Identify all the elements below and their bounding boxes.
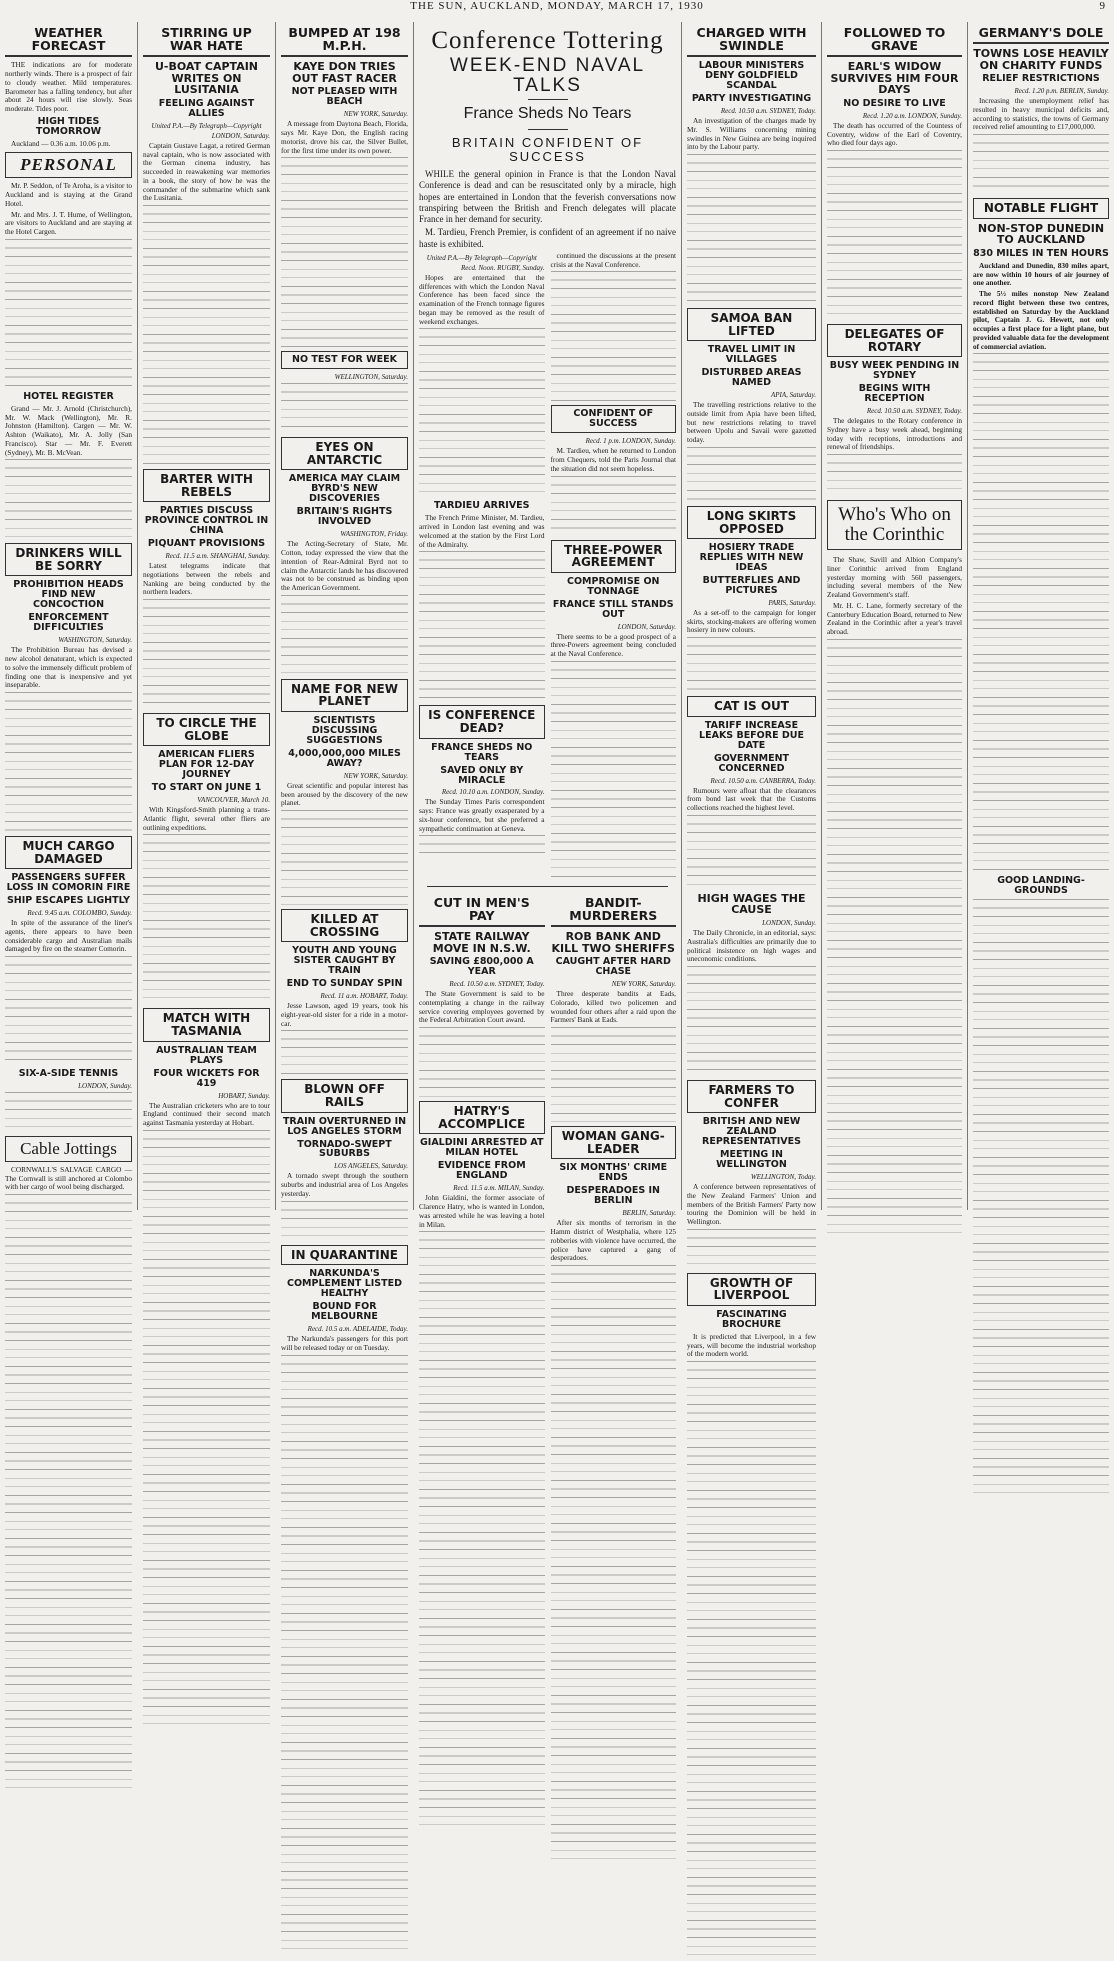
text-lines (5, 692, 132, 832)
uboat-subhead: U-BOAT CAPTAIN WRITES ON LUSITANIA (154, 60, 259, 97)
article-text: The Daily Chronicle, in an editorial, says: Australia's difficulties are primarily due to political insistence on high wages and uneconomic conditions. (687, 928, 816, 964)
globe-subhead: TO START ON JUNE 1 (151, 782, 262, 794)
dateline: Recd. Noon. RUGBY, Sunday. (460, 263, 545, 272)
cat-headline: CAT IS OUT (687, 696, 816, 717)
dateline: NEW YORK, Saturday. (343, 771, 408, 780)
article-text: Auckland and Dunedin, 830 miles apart, are now within 10 hours of air journey of one another. (973, 260, 1109, 288)
dole-subhead: TOWNS LOSE HEAVILY ON CHARITY FUNDS (973, 47, 1109, 72)
antarctic-subhead: AMERICA MAY CLAIM BYRD'S NEW DISCOVERIES (288, 473, 401, 505)
text-lines (419, 328, 545, 498)
swindle-subhead: PARTY INVESTIGATING (691, 93, 812, 105)
article-text: It is predicted that Liverpool, in a few years, will become the industrial workshop of the modern world. (687, 1331, 816, 1359)
text-lines (551, 476, 677, 536)
article-text: An investigation of the charges made by Mr. S. Williams concerning mining swindles in New Guinea are being inquired into by the Labour party. (687, 116, 816, 152)
tides-headline: HIGH TIDES TOMORROW (35, 115, 102, 137)
personal-item: Mr. P. Seddon, of Te Aroha, is a visitor to Auckland and is staying at the Grand Hotel. (5, 181, 132, 208)
flight-subhead: 830 MILES IN TEN HOURS (973, 247, 1109, 259)
text-lines (551, 271, 677, 401)
cut-subhead: STATE RAILWAY MOVE IN N.S.W. (432, 930, 531, 955)
landing-subhead: GOOD LANDING-GROUNDS (997, 875, 1085, 897)
skirts-subhead: BUTTERFLIES AND PICTURES (702, 575, 801, 596)
blown-subhead: TORNADO-SWEPT SUBURBS (297, 1138, 392, 1160)
text-lines (687, 815, 816, 890)
gang-headline: WOMAN GANG-LEADER (551, 1126, 677, 1159)
conference-subhead: BRITAIN CONFIDENT OF SUCCESS (451, 134, 644, 164)
article-text: The Shaw, Savill and Albion Company's liner Corinthic arrived from England yesterday morning with 560 passengers, including several members of the New Zealand Government's staff. (827, 555, 962, 600)
hotel-headline: HOTEL REGISTER (23, 390, 114, 402)
article-text: The 5½ miles nonstop New Zealand record flight between these two centres, established on Saturday by the Auckland pilot, Captain J. G. Hewett, not only occupies a first place for a light plane, but provided valuable data for the development of commercial aviation. (973, 289, 1109, 351)
lower-right-column (551, 892, 677, 1865)
bandit-subhead: ROB BANK AND KILL TWO SHERIFFS (551, 930, 675, 955)
text-lines (5, 459, 132, 539)
conference-subhead: WEEK-END NAVAL TALKS (449, 55, 646, 97)
dateline: Recd. 10.5 a.m. ADELAIDE, Today. (307, 1325, 408, 1334)
article-text: After six months of terrorism in the Hamm district of Westphalia, where 125 robberies with violence have occurred, the police have captured a gang of desperadoes. (550, 1218, 676, 1263)
barter-subhead: PIQUANT PROVISIONS (147, 538, 266, 550)
antarctic-headline: EYES ON ANTARCTIC (281, 437, 408, 470)
antarctic-subhead: BRITAIN'S RIGHTS INVOLVED (296, 506, 393, 528)
dateline: Recd. 9.45 a.m. COLOMBO, Sunday. (27, 909, 132, 918)
divider (528, 129, 568, 130)
conference-subhead: France Sheds No Tears (463, 105, 632, 123)
quarantine-headline: IN QUARANTINE (281, 1245, 408, 1266)
dateline: Recd. 11.5 a.m. SHANGHAI, Sunday. (165, 552, 270, 561)
bumped-headline: BUMPED AT 198 M.P.H. (281, 24, 408, 57)
article-text: The French Prime Minister, M. Tardieu, arrived in London last evening and was welcomed at the station by the First Lord of the Admiralty. (419, 513, 545, 549)
dateline: LONDON, Saturday. (617, 622, 676, 631)
flight-subhead: NON-STOP DUNEDIN TO AUCKLAND (977, 221, 1105, 247)
dateline: Recd. 11 a.m. HOBART, Today. (320, 992, 408, 1001)
text-lines (827, 454, 962, 494)
planet-subhead: 4,000,000,000 MILES AWAY? (288, 747, 401, 769)
text-lines (419, 1027, 545, 1097)
text-lines (687, 637, 816, 692)
text-lines (973, 134, 1109, 194)
text-lines (973, 353, 1109, 873)
bumped-subhead: NOT PLEASED WITH BEACH (291, 86, 398, 108)
cargo-headline: MUCH CARGO DAMAGED (5, 836, 132, 869)
cargo-subhead: PASSENGERS SUFFER LOSS IN COMORIN FIRE (6, 872, 131, 894)
dateline: Recd. 1 p.m. LONDON, Sunday. (585, 437, 676, 446)
dateline: LONDON, Sunday. (78, 1082, 132, 1091)
article-text: The Australian cricketers who are to tour England continued their second match against Tasmania yesterday at Hobart. (143, 1100, 270, 1128)
column-2 (138, 22, 276, 1210)
barter-headline: BARTER WITH REBELS (143, 469, 270, 502)
liverpool-headline: GROWTH OF LIVERPOOL (687, 1273, 816, 1306)
text-lines (5, 956, 132, 1066)
quarantine-subhead: NARKUNDA'S COMPLEMENT LISTED HEALTHY (287, 1268, 402, 1300)
power-headline: THREE-POWER AGREEMENT (551, 540, 677, 573)
tasmania-subhead: AUSTRALIAN TEAM PLAYS (156, 1044, 257, 1066)
article-text: The Prohibition Bureau has devised a new alcohol denaturant, which is expected to solve the immensely difficult problem of finding one that is inexpensive and yet inseparable. (5, 645, 132, 690)
dateline: Recd. 10.50 a.m. CANBERRA, Today. (710, 776, 816, 785)
dateline: Recd. 10.50 a.m. SYDNEY, Today. (449, 980, 545, 989)
cat-subhead: GOVERNMENT CONCERNED (713, 752, 790, 774)
column-7 (822, 22, 968, 1210)
article-text: As a set-off to the campaign for longer skirts, stocking-makers are offering women hosiery in new colours. (687, 607, 816, 635)
planet-subhead: SCIENTISTS DISCUSSING SUGGESTIONS (306, 714, 383, 746)
power-subhead: FRANCE STILL STANDS OUT (552, 598, 674, 620)
text-lines (143, 1130, 270, 1730)
dateline: Recd. 10.50 a.m. SYDNEY, Today. (866, 407, 962, 416)
text-lines (143, 599, 270, 709)
article-text: The Acting-Secretary of State, Mr. Cotton, today expressed the view that the intention of Rear-Admiral Byrd not to claim the Antarctic lands he has discovered was not to be construed as binding upon the American Government. (281, 539, 408, 593)
article-text: The Sunday Times Paris correspondent says: France was greatly exasperated by a six-hour conference, but she preferred a sympathetic continuation at Geneva. (419, 797, 545, 833)
personal-headline: PERSONAL (5, 152, 132, 178)
blown-subhead: TRAIN OVERTURNED IN LOS ANGELES STORM (282, 1115, 407, 1137)
article-text: Latest telegrams indicate that negotiations between the rebels and Nanking are being conducted by the northern leaders. (143, 561, 270, 597)
barter-subhead: PARTIES DISCUSS PROVINCE CONTROL IN CHINA (144, 505, 269, 537)
divider (427, 886, 668, 887)
article-text: John Gialdini, the former associate of Clarence Hatry, who is wanted in London, was arrested while he was leaving a hotel in Milan. (419, 1193, 545, 1229)
text-lines (281, 810, 408, 905)
blown-headline: BLOWN OFF RAILS (281, 1079, 408, 1112)
planet-headline: NAME FOR NEW PLANET (281, 679, 408, 712)
masthead-title: THE SUN, AUCKLAND, MONDAY, MARCH 17, 1930 (410, 0, 704, 12)
bandit-headline: BANDIT-MURDERERS (551, 894, 677, 927)
dole-subhead: RELIEF RESTRICTIONS (982, 73, 1100, 85)
text-lines (687, 966, 816, 1076)
weather-text: THE indications are for moderate northerly winds. There is a prospect of fair to cloudy weather. Mild temperatures. Barometer has a falling tendency, but after about 24 hours will rise slowly. Seas moderate. Tides poor. (5, 60, 132, 113)
cable-text: CORNWALL'S SALVAGE CARGO — The Cornwall is still anchored at Colombo with her cargo of wool being discharged. (5, 1164, 132, 1192)
article-text: A message from Daytona Beach, Florida, says Mr. Kaye Don, the English racing motorist, drove his car, the Silver Bullet, for the first time under its own power. (281, 119, 408, 155)
bumped-subhead: KAYE DON TRIES OUT FAST RACER (292, 60, 397, 85)
text-lines (5, 1092, 132, 1132)
samoa-subhead: TRAVEL LIMIT IN VILLAGES (707, 344, 796, 366)
samoa-headline: SAMOA BAN LIFTED (687, 308, 816, 341)
flight-headline: NOTABLE FLIGHT (973, 198, 1109, 219)
article-text: Hopes are entertained that the differences with which the London Naval Conference has been faced since the examination of the French tonnage figures began may be removed as the result of weekend exchanges. (419, 272, 545, 326)
swindle-subhead: LABOUR MINISTERS DENY GOLDFIELD SCANDAL (698, 60, 805, 92)
text-lines (687, 1361, 816, 1961)
gang-subhead: SIX MONTHS' CRIME ENDS (559, 1162, 668, 1184)
dead-subhead: FRANCE SHEDS NO TEARS (431, 741, 533, 763)
article-text: In spite of the assurance of the liner's agents, there appears to have been considerable cargo and Australian mails damaged by fire on the steamer Comorin. (5, 918, 132, 954)
article-text: The Narkunda's passengers for this port will be released today or on Tuesday. (281, 1334, 408, 1352)
conference-headline: Conference Tottering (431, 27, 664, 54)
farmers-subhead: BRITISH AND NEW ZEALAND REPRESENTATIVES (702, 1116, 801, 1148)
dateline: Recd. 1.20 p.m. BERLIN, Sunday. (1014, 87, 1109, 96)
column-1 (0, 22, 138, 1210)
success-headline: CONFIDENT OF SUCCESS (551, 405, 677, 433)
dateline: LONDON, Sunday. (762, 919, 816, 927)
dead-subhead: SAVED ONLY BY MIRACLE (440, 764, 524, 786)
text-lines (973, 899, 1109, 1499)
article-text: Captain Gustave Lagat, a retired German naval captain, who is now associated with the German cinema industry, has succeeded in reawakening war memories in a book, the story of how he was the commander of the submarine which sank the Lusitania. (143, 140, 270, 203)
article-text: Three desperate bandits at Eads, Colorado, killed two policemen and wounded four others after a raid upon the Farmers' Bank at Eads. (550, 989, 676, 1025)
killed-headline: KILLED AT CROSSING (281, 909, 408, 942)
rotary-subhead: BUSY WEEK PENDING IN SYDNEY (829, 360, 960, 382)
dateline: LONDON, Saturday. (211, 131, 270, 140)
killed-subhead: END TO SUNDAY SPIN (286, 978, 403, 990)
hatry-headline: HATRY'S ACCOMPLICE (419, 1101, 545, 1134)
byline: United P.A.—By Telegraph—Copyright (151, 121, 262, 130)
dateline: WASHINGTON, Friday. (340, 530, 408, 539)
dateline: WELLINGTON, Today. (750, 1173, 816, 1182)
farmers-headline: FARMERS TO CONFER (687, 1080, 816, 1113)
cut-subhead: SAVING £800,000 A YEAR (429, 956, 534, 978)
article-text: Rumours were afloat that the clearances from bond last week that the Customs collections reached the highest level. (687, 785, 816, 813)
text-lines (419, 551, 545, 701)
dead-headline: IS CONFERENCE DEAD? (419, 705, 545, 738)
article-text: A conference between representatives of the New Zealand Farmers' Union and members of the British Farmers' Party now touring the Dominion will be held in Wellington. (687, 1182, 816, 1227)
skirts-headline: LONG SKIRTS OPPOSED (687, 506, 816, 539)
article-text: A tornado swept through the southern suburbs and industrial area of Los Angeles yesterday. (281, 1171, 408, 1198)
hatry-subhead: EVIDENCE FROM ENGLAND (437, 1160, 526, 1182)
text-lines (281, 157, 408, 347)
corinthic-headline: Who's Who on the Corinthic (827, 500, 962, 550)
article-text: Great scientific and popular interest has been aroused by the discovery of the new planet. (281, 780, 408, 808)
hatry-subhead: GIALDINI ARRESTED AT MILAN HOTEL (419, 1137, 544, 1159)
uboat-subhead: FEELING AGAINST ALLIES (158, 97, 255, 119)
tardieu-subhead: TARDIEU ARRIVES (433, 500, 530, 512)
dateline: PARIS, Saturday. (768, 598, 816, 607)
test-headline: NO TEST FOR WEEK (281, 351, 408, 369)
grave-headline: FOLLOWED TO GRAVE (827, 24, 962, 57)
tennis-headline: SIX-A-SIDE TENNIS (18, 1068, 119, 1080)
hotel-text: Grand — Mr. J. Arnold (Christchurch), Mr. W. Mack (Wellington), Mr. R. Johnston (Hamilton). Cargen — Mr. W. Ashton (Waikato), Mr. A. Jolly (San Francisco). Star — Mr. F. Everett (Sydney), Mr. B. McVean. (5, 403, 132, 457)
dateline: BERLIN, Saturday. (622, 1209, 676, 1218)
farmers-subhead: MEETING IN WELLINGTON (716, 1149, 787, 1171)
dateline: HOBART, Sunday. (218, 1091, 270, 1100)
dateline: NEW YORK, Saturday. (611, 980, 676, 989)
dateline: Recd. 10.50 a.m. SYDNEY, Today. (720, 107, 816, 116)
article-text: The travelling restrictions relative to the outside limit from Apia have been lifted, but new restrictions relating to travel between Upolu and Savaii were gazetted today. (687, 400, 816, 445)
quarantine-subhead: BOUND FOR MELBOURNE (311, 1301, 378, 1323)
tasmania-subhead: FOUR WICKETS FOR 419 (153, 1067, 260, 1089)
masthead (0, 0, 1114, 18)
swindle-headline: CHARGED WITH SWINDLE (687, 24, 816, 57)
text-lines (827, 639, 962, 1239)
cargo-subhead: SHIP ESCAPES LIGHTLY (6, 895, 131, 907)
text-lines (419, 1231, 545, 1831)
text-lines (281, 1030, 408, 1075)
globe-headline: TO CIRCLE THE GLOBE (143, 713, 270, 746)
conference-lead: WHILE the general opinion in France is that the London Naval Conference is dead and can be resuscitated only by a miracle, high hopes are entertained in London that the feverish conversations now transpiring between the British and French delegates will placate France in her demand for security. (419, 169, 676, 225)
text-lines (281, 595, 408, 675)
story-right-column (551, 252, 677, 881)
drinkers-subhead: PROHIBITION HEADS FIND NEW CONCOCTION (13, 579, 124, 611)
page-number: 9 (1099, 0, 1106, 12)
column-3 (276, 22, 414, 1352)
drinkers-subhead: ENFORCEMENT DIFFICULTIES (28, 612, 109, 634)
text-lines (687, 154, 816, 304)
grave-subhead: EARL'S WIDOW SURVIVES HIM FOUR DAYS (830, 60, 959, 97)
article-text: With Kingsford-Smith planning a trans-Atlantic flight, several other fliers are outlining expeditions. (143, 805, 270, 832)
drinkers-headline: DRINKERS WILL BE SORRY (5, 543, 132, 576)
article-text: continued the discussions at the present crisis at the Naval Conference. (550, 250, 676, 269)
text-lines (419, 835, 545, 857)
divider (528, 99, 568, 100)
liverpool-subhead: FASCINATING BROCHURE (716, 1308, 787, 1330)
dateline: LOS ANGELES, Saturday. (334, 1162, 408, 1171)
text-lines (143, 834, 270, 1004)
story-body (419, 252, 676, 881)
conference-lead: M. Tardieu, French Premier, is confident of an agreement if no naive haste is exhibited. (419, 227, 676, 249)
column-8 (968, 22, 1114, 1210)
tides-line: Auckland — 0.36 a.m. 10.06 p.m. (11, 138, 111, 148)
text-lines (281, 1201, 408, 1241)
article-text: Jesse Lawson, aged 19 years, took his eight-year-old sister for a ride in a motor-car. (281, 1001, 408, 1028)
dateline: NEW YORK, Saturday. (343, 110, 408, 119)
article-text: The State Government is said to be contemplating a change in the railway service covering employees governed by the Federal Arbitration Court award. (419, 989, 545, 1025)
article-text: There seems to be a good prospect of a three-Powers agreement being concluded at the Naval Conference. (550, 631, 676, 659)
text-lines (281, 1355, 408, 1955)
main-story-columns (414, 22, 682, 1263)
dateline: Recd. 1.20 a.m. LONDON, Sunday. (862, 111, 962, 120)
article-text: The delegates to the Rotary conference in Sydney have a busy week ahead, beginning today with receptions, introductions and renewal of friendships. (827, 416, 962, 452)
dateline: VANCOUVER, March 10. (197, 796, 270, 805)
text-lines (827, 150, 962, 320)
power-subhead: COMPROMISE ON TONNAGE (566, 575, 660, 597)
dole-headline: GERMANY'S DOLE (973, 24, 1109, 44)
article-text: Increasing the unemployment relief has resulted in heavy municipal deficits and, according to statistics, the towns of Germany received relief amounting to £17,000,000. (973, 96, 1109, 132)
bandit-subhead: CAUGHT AFTER HARD CHASE (555, 956, 671, 978)
story-left-column (419, 252, 545, 881)
byline: United P.A.—By Telegraph—Copyright (426, 253, 537, 262)
grave-subhead: NO DESIRE TO LIVE (843, 97, 946, 109)
dateline: WASHINGTON, Saturday. (58, 636, 132, 645)
tasmania-headline: MATCH WITH TASMANIA (143, 1008, 270, 1041)
article-text: M. Tardieu, when he returned to London from Chequers, told the Paris Journal that the situation did not seem hopeless. (550, 446, 676, 473)
text-lines (687, 447, 816, 502)
text-lines (551, 661, 677, 881)
killed-subhead: YOUTH AND YOUNG SISTER CAUGHT BY TRAIN (292, 945, 397, 977)
text-lines (281, 383, 408, 433)
weather-headline: WEATHER FORECAST (5, 24, 132, 57)
text-lines (143, 205, 270, 465)
cable-headline: Cable Jottings (5, 1136, 132, 1162)
dateline: APIA, Saturday. (770, 391, 816, 400)
cut-headline: CUT IN MEN'S PAY (419, 894, 545, 927)
text-lines (551, 1265, 677, 1865)
skirts-subhead: HOSIERY TRADE REPLIES WITH NEW IDEAS (699, 542, 804, 574)
text-lines (551, 1027, 677, 1122)
dateline: Recd. 10.10 a.m. LONDON, Sunday. (441, 788, 545, 797)
column-6 (682, 22, 822, 1359)
dateline: Recd. 11.5 a.m. MILAN, Sunday. (453, 1184, 545, 1193)
samoa-subhead: DISTURBED AREAS NAMED (701, 367, 802, 389)
gang-subhead: DESPERADOES IN BERLIN (566, 1185, 660, 1207)
text-lines (5, 1194, 132, 1794)
rotary-headline: DELEGATES OF ROTARY (827, 324, 962, 357)
article-text: Mr. H. C. Lane, formerly secretary of the Canterbury Education Board, returned to New Zealand in the Corinthic after a year's travel abroad. (827, 600, 962, 637)
cat-subhead: TARIFF INCREASE LEAKS BEFORE DUE DATE (699, 719, 804, 751)
dateline: WELLINGTON, Saturday. (334, 373, 408, 382)
uboat-headline: STIRRING UP WAR HATE (143, 24, 270, 57)
article-text: The death has occurred of the Countess of Coventry, widow of the Earl of Coventry, who died four days ago. (827, 120, 962, 148)
lower-stories (419, 892, 676, 1865)
wages-headline: HIGH WAGES THE CAUSE (697, 891, 806, 917)
rotary-subhead: BEGINS WITH RECEPTION (858, 383, 931, 405)
text-lines (687, 1229, 816, 1269)
personal-item: Mr. and Mrs. J. T. Hume, of Wellington, are visitors to Auckland and are staying at the Hotel Cargen. (5, 209, 132, 237)
text-lines (5, 239, 132, 389)
globe-subhead: AMERICAN FLIERS PLAN FOR 12-DAY JOURNEY (158, 749, 255, 781)
lower-left-column (419, 892, 545, 1865)
